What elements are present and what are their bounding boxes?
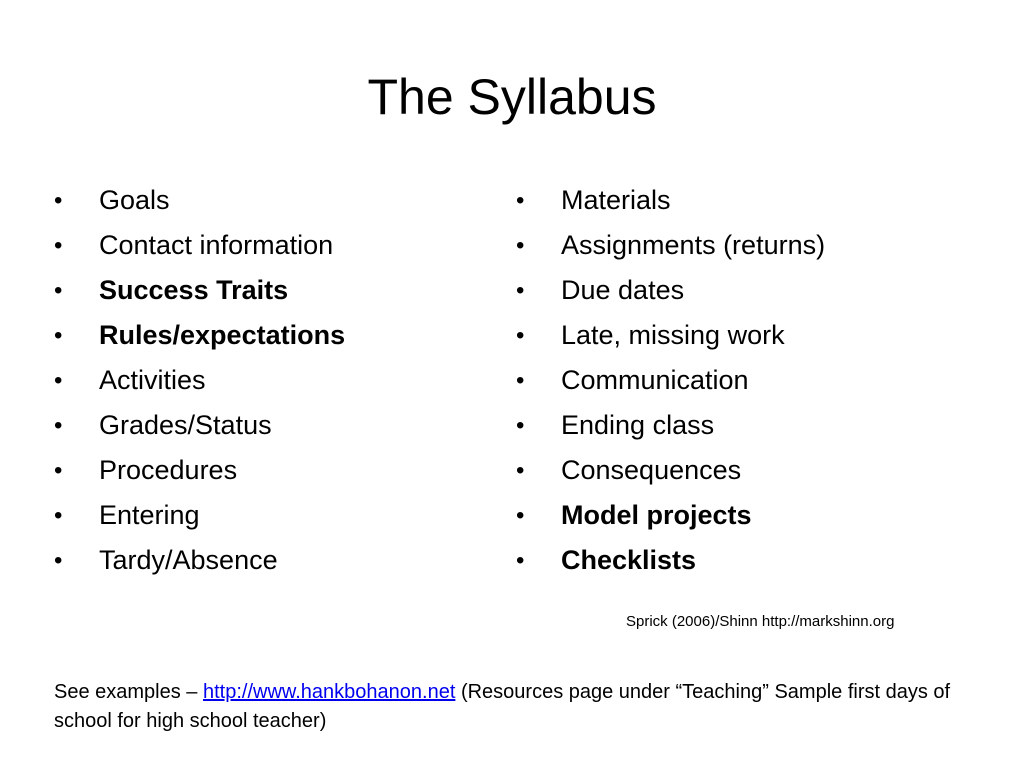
bullet-icon: •: [54, 187, 63, 214]
bullet-icon: •: [54, 367, 63, 394]
list-item-text: Consequences: [561, 455, 742, 485]
list-item: [52, 223, 482, 268]
list-item: [52, 178, 482, 223]
list-item-text: Success Traits: [99, 275, 289, 305]
bullet-icon: •: [54, 277, 63, 304]
list-item: [514, 358, 944, 403]
list-item: [52, 403, 482, 448]
list-item-text: Tardy/Absence: [99, 545, 278, 575]
list-item: [52, 268, 482, 313]
bullet-icon: •: [516, 367, 525, 394]
right-bullet-list: [514, 178, 944, 583]
note-suffix: (Resources page under “Teaching” Sample first days of school for high school teacher): [54, 681, 951, 732]
list-item-text: Ending class: [561, 410, 715, 440]
list-item-text: Activities: [99, 365, 206, 395]
list-item-text: Checklists: [561, 545, 697, 575]
examples-note: [54, 678, 954, 736]
bullet-icon: •: [54, 457, 63, 484]
bullet-icon: •: [516, 232, 525, 259]
bullet-icon: •: [54, 232, 63, 259]
bullet-icon: •: [54, 322, 63, 349]
list-item: [514, 493, 944, 538]
left-bullet-list: [52, 178, 482, 583]
list-item: [514, 313, 944, 358]
list-item-text: Communication: [561, 365, 749, 395]
bullet-icon: •: [516, 277, 525, 304]
list-item-text: Goals: [99, 185, 170, 215]
note-prefix: See examples –: [54, 681, 203, 703]
list-item-text: Late, missing work: [561, 320, 785, 350]
bullet-icon: •: [516, 502, 525, 529]
bullet-icon: •: [54, 547, 63, 574]
list-item-text: Due dates: [561, 275, 685, 305]
slide-title: The Syllabus: [367, 69, 657, 125]
list-item-text: Grades/Status: [99, 410, 272, 440]
list-item: [52, 448, 482, 493]
bullet-icon: •: [54, 502, 63, 529]
list-item-text: Model projects: [561, 500, 752, 530]
list-item: [52, 358, 482, 403]
list-item: [514, 178, 944, 223]
list-item: [52, 313, 482, 358]
list-item-text: Assignments (returns): [561, 230, 826, 260]
citation-text: Sprick (2006)/Shinn http://markshinn.org: [626, 613, 895, 630]
list-item: [514, 538, 944, 583]
bullet-icon: •: [516, 187, 525, 214]
bullet-icon: •: [516, 547, 525, 574]
list-item: [514, 448, 944, 493]
hankbohanon-link[interactable]: http://www.hankbohanon.net: [202, 681, 456, 703]
list-item: [514, 268, 944, 313]
bullet-icon: •: [516, 457, 525, 484]
list-item-text: Procedures: [99, 455, 238, 485]
bullet-icon: •: [54, 412, 63, 439]
list-item: [52, 493, 482, 538]
list-item: [514, 223, 944, 268]
list-item-text: Rules/expectations: [99, 320, 346, 350]
bullet-icon: •: [516, 322, 525, 349]
list-item-text: Materials: [561, 185, 671, 215]
list-item: [514, 403, 944, 448]
bullet-icon: •: [516, 412, 525, 439]
list-item: [52, 538, 482, 583]
list-item-text: Entering: [99, 500, 200, 530]
list-item-text: Contact information: [99, 230, 334, 260]
